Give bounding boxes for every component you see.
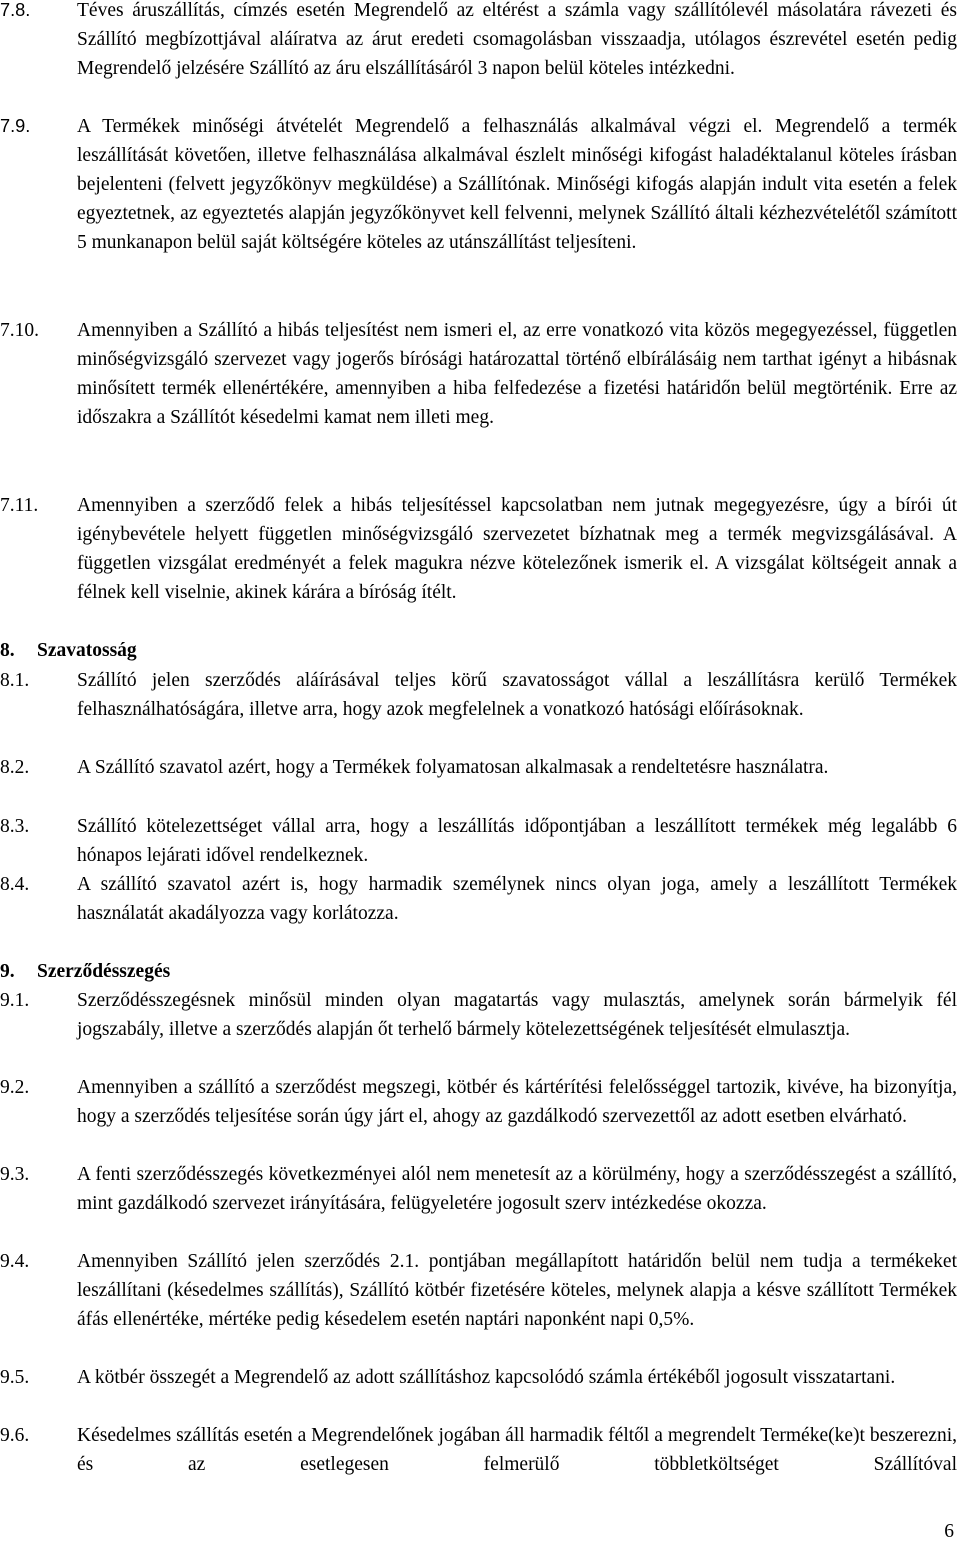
section-number: 9. bbox=[0, 961, 15, 982]
section-title: Szavatosság bbox=[37, 640, 137, 661]
clause-8-4 bbox=[0, 870, 957, 928]
clause-number: 9.6. bbox=[0, 1425, 30, 1446]
clause-8-3 bbox=[0, 812, 957, 870]
clause-9-4 bbox=[0, 1247, 957, 1334]
clause-number: 9.4. bbox=[0, 1251, 30, 1272]
clause-text: A kötbér összegét a Megrendelő az adott szállításhoz kapcsolódó számla értékéből jogosult visszatartani. bbox=[77, 1367, 896, 1388]
clause-number: 8.3. bbox=[0, 816, 30, 837]
clause-9-2 bbox=[0, 1073, 957, 1131]
clause-text: A fenti szerződésszegés következményei alól nem menetesít az a körülmény, hogy a szerződésszegést a szállító, mint gazdálkodó szervezet irányítására, felügyeletére jogosult szerv intézkedése okozza. bbox=[77, 1164, 957, 1214]
clause-text: A szállító szavatol azért is, hogy harmadik személynek nincs olyan joga, amely a leszállított Termékek használatát akadályozza vagy korlátozza. bbox=[77, 874, 957, 924]
section-heading-9 bbox=[0, 957, 170, 986]
clause-text: Amennyiben Szállító jelen szerződés 2.1. pontjában megállapított határidőn belül nem tudja a termékeket leszállítani (késedelmes szállítás), Szállító kötbér fizetésére köteles, melynek alapja a késve szállított Termékek áfás ellenértéke, mértéke pedig késedelem esetén naptári naponként napi 0,5%. bbox=[77, 1251, 957, 1330]
clause-text: Szerződésszegésnek minősül minden olyan magatartás vagy mulasztás, amelynek során bármelyik fél jogszabály, illetve a szerződés alapján őt terhelő bármely kötelezettségének teljesítését elmulasztja. bbox=[77, 990, 957, 1040]
clause-number: 9.2. bbox=[0, 1077, 30, 1098]
clause-text: A Termékek minőségi átvételét Megrendelő a felhasználás alkalmával végzi el. Megrendelő a termék leszállítását követően, illetve felhasználása alkalmával észlelt minőségi kifogást haladéktalanul köteles írásban bejelenteni (felvett jegyzőkönyv megküldése) a Szállítónak. Minőségi kifogás alapján indult vita esetén a felek egyeztetnek, az egyeztetés alapján jegyzőkönyvet kell felvenni, melynek Szállító általi kézhezvételétől számított 5 munkanapon belül saját költségére köteles az utánszállítást teljesíteni. bbox=[77, 116, 957, 253]
clause-7-9 bbox=[0, 112, 957, 257]
clause-7-8 bbox=[0, 0, 957, 83]
clause-text: Késedelmes szállítás esetén a Megrendelőnek jogában áll harmadik féltől a megrendelt Terméke(ke)t beszerezni, és az esetlegesen felmerülő többletköltséget Szállítóval bbox=[77, 1425, 957, 1475]
clause-number: 9.1. bbox=[0, 990, 30, 1011]
clause-text: A Szállító szavatol azért, hogy a Termékek folyamatosan alkalmasak a rendeltetésre használatra. bbox=[77, 757, 829, 778]
clause-8-1 bbox=[0, 666, 957, 724]
clause-number: 7.10. bbox=[0, 320, 39, 341]
clause-number: 8.1. bbox=[0, 670, 30, 691]
clause-text: Amennyiben a szállító a szerződést megszegi, kötbér és kártérítési felelősséggel tartozik, kivéve, ha bizonyítja, hogy a szerződés teljesítése során úgy járt el, ahogy az gazdálkodó szervezettől az adott esetben elvárható. bbox=[77, 1077, 957, 1127]
clause-number: 7.11. bbox=[0, 495, 39, 516]
clause-9-1 bbox=[0, 986, 957, 1044]
page-number: 6 bbox=[944, 1521, 954, 1542]
clause-7-11 bbox=[0, 491, 957, 607]
clause-text: Szállító jelen szerződés aláírásával teljes körű szavatosságot vállal a leszállításra kerülő Termékek felhasználhatóságára, illetve arra, hogy azok megfelelnek a vonatkozó hatósági előírásoknak. bbox=[77, 670, 957, 720]
clause-number: 9.3. bbox=[0, 1164, 30, 1185]
section-title: Szerződésszegés bbox=[37, 961, 171, 982]
clause-text: Amennyiben a Szállító a hibás teljesítést nem ismeri el, az erre vonatkozó vita közös megegyezéssel, független minőségvizsgáló szervezet vagy jogerős bírósági határozattal történő elbírálásáig nem tarthat igényt a hibásnak minősített termék ellenértékére, amennyiben a hiba felfedezése a fizetési határidőn belül megtörténik. Erre az időszakra a Szállítót késedelmi kamat nem illeti meg. bbox=[77, 320, 957, 428]
clause-number: 7.8. bbox=[0, 0, 31, 20]
clause-number: 8.4. bbox=[0, 874, 30, 895]
clause-9-3 bbox=[0, 1160, 957, 1218]
clause-9-6 bbox=[0, 1421, 957, 1479]
section-number: 8. bbox=[0, 640, 15, 661]
clause-text: Téves áruszállítás, címzés esetén Megrendelő az eltérést a számla vagy szállítólevél másolatára rávezeti és Szállító megbízottjával aláíratva az árut eredeti csomagolásban visszaadja, utólagos észrevétel esetén pedig Megrendelő jelzésére Szállító az áru elszállításáról 3 napon belül köteles intézkedni. bbox=[77, 0, 957, 79]
clause-7-10 bbox=[0, 316, 957, 432]
clause-number: 9.5. bbox=[0, 1367, 30, 1388]
clause-9-5 bbox=[0, 1363, 957, 1392]
clause-text: Szállító kötelezettséget vállal arra, hogy a leszállítás időpontjában a leszállított termékek még legalább 6 hónapos lejárati idővel rendelkeznek. bbox=[77, 816, 957, 866]
clause-number: 7.9. bbox=[0, 116, 31, 136]
clause-text: Amennyiben a szerződő felek a hibás teljesítéssel kapcsolatban nem jutnak megegyezésre, úgy a bírói út igénybevétele helyett független minőségvizsgáló szervezetet bízhatnak meg a termék megvizsgálásával. A független vizsgálat eredményét a felek magukra nézve kötelezőnek ismerik el. A vizsgálat költségeit annak a félnek kell viselnie, akinek kárára a bíróság ítélt. bbox=[77, 495, 957, 603]
clause-number: 8.2. bbox=[0, 757, 30, 778]
clause-8-2 bbox=[0, 753, 957, 782]
section-heading-8 bbox=[0, 636, 137, 665]
